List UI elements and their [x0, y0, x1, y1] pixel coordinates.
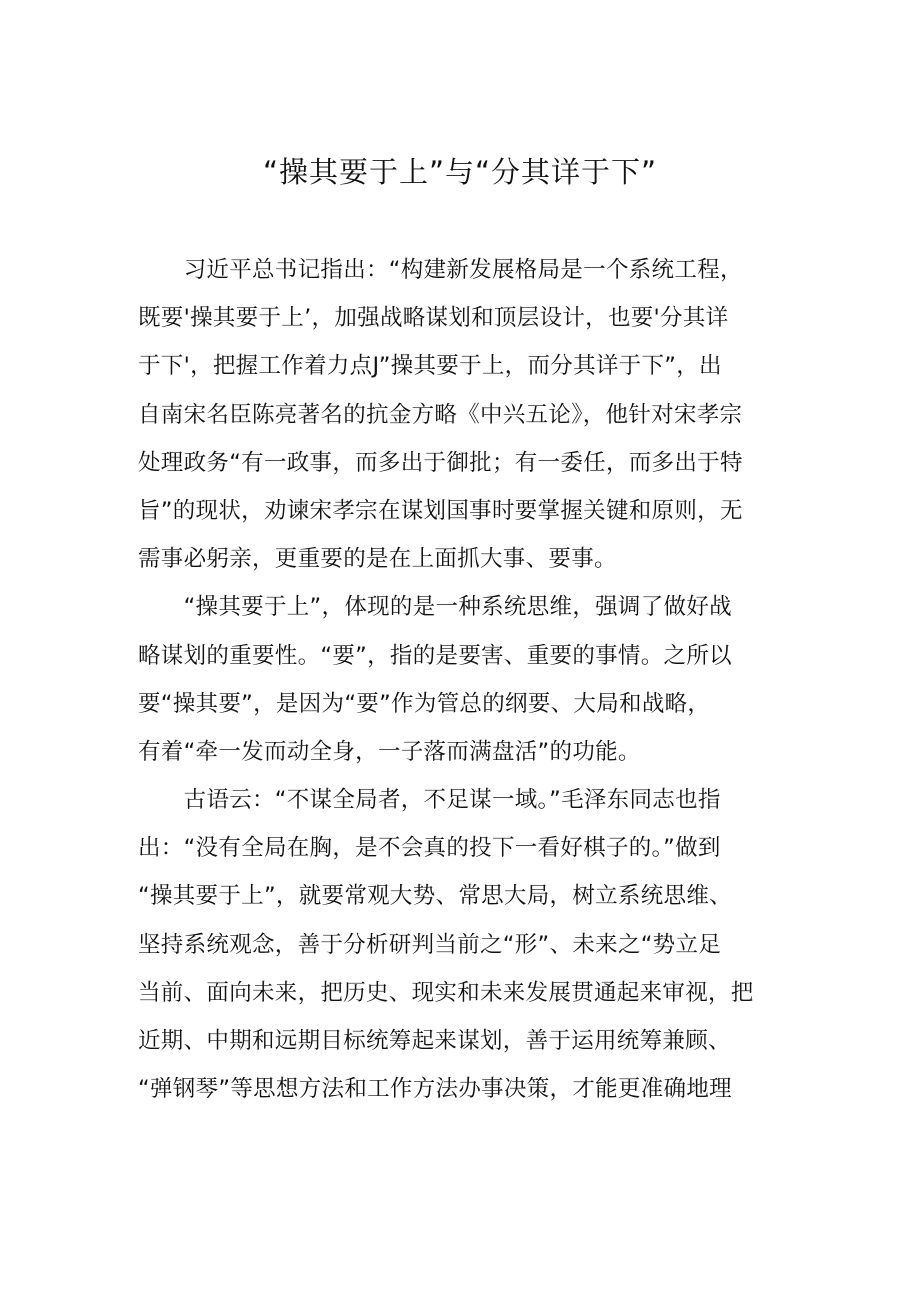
- body-line: 习近平总书记指出：“构建新发展格局是一个系统工程，: [138, 257, 743, 283]
- body-line: 古语云：“不谋全局者，不足谋一域。”毛泽东同志也指: [138, 787, 721, 814]
- body-line: 既要'操其要于上’，加强战略谋划和顶层设计，也要'分其详: [138, 305, 729, 332]
- body-line: 略谋划的重要性。“要”，指的是要害、重要的事情。之所以: [138, 642, 732, 669]
- body-line: 近期、中期和远期目标统筹起来谋划，善于运用统筹兼顾、: [138, 1028, 731, 1054]
- body-line: 需事必躬亲，更重要的是在上面抓大事、要事。: [138, 546, 617, 573]
- document-body: [138, 255, 778, 1122]
- body-line: 有着“牵一发而动全身，一子落而满盘活”的功能。: [138, 738, 641, 765]
- body-line: 于下'，把握工作着力点J”操其要于上，而分其详于下”，出: [138, 353, 722, 380]
- body-line: “操其要于上”，体现的是一种系统思维，强调了做好战: [138, 594, 732, 621]
- body-line: 要“操其要”，是因为“要”作为管总的纲要、大局和战略，: [138, 690, 711, 717]
- body-line: 自南宋名臣陈亮著名的抗金方略《中兴五论》，他针对宋孝宗: [138, 401, 743, 428]
- body-line: 出：“没有全局在胸，是不会真的投下一看好棋子的。”做到: [138, 835, 721, 862]
- body-line: 坚持系统观念，善于分析研判当前之“形”、未来之“势立足: [138, 931, 722, 958]
- document-title: “操其要于上”与“分其详于下”: [262, 155, 658, 189]
- body-line: “操其要于上”，就要常观大势、常思大局，树立系统思维、: [138, 883, 732, 910]
- body-line: 当前、面向未来，把历史、现实和未来发展贯通起来审视，把: [138, 979, 754, 1006]
- body-line: 处理政务“有一政事，而多出于御批；有一委任，而多出于特: [138, 449, 743, 476]
- body-line: “弹钢琴”等思想方法和工作方法办事决策，才能更准确地理: [138, 1076, 732, 1103]
- body-line: 旨”的现状，劝谏宋孝宗在谋划国事时要掌握关键和原则，无: [138, 497, 743, 524]
